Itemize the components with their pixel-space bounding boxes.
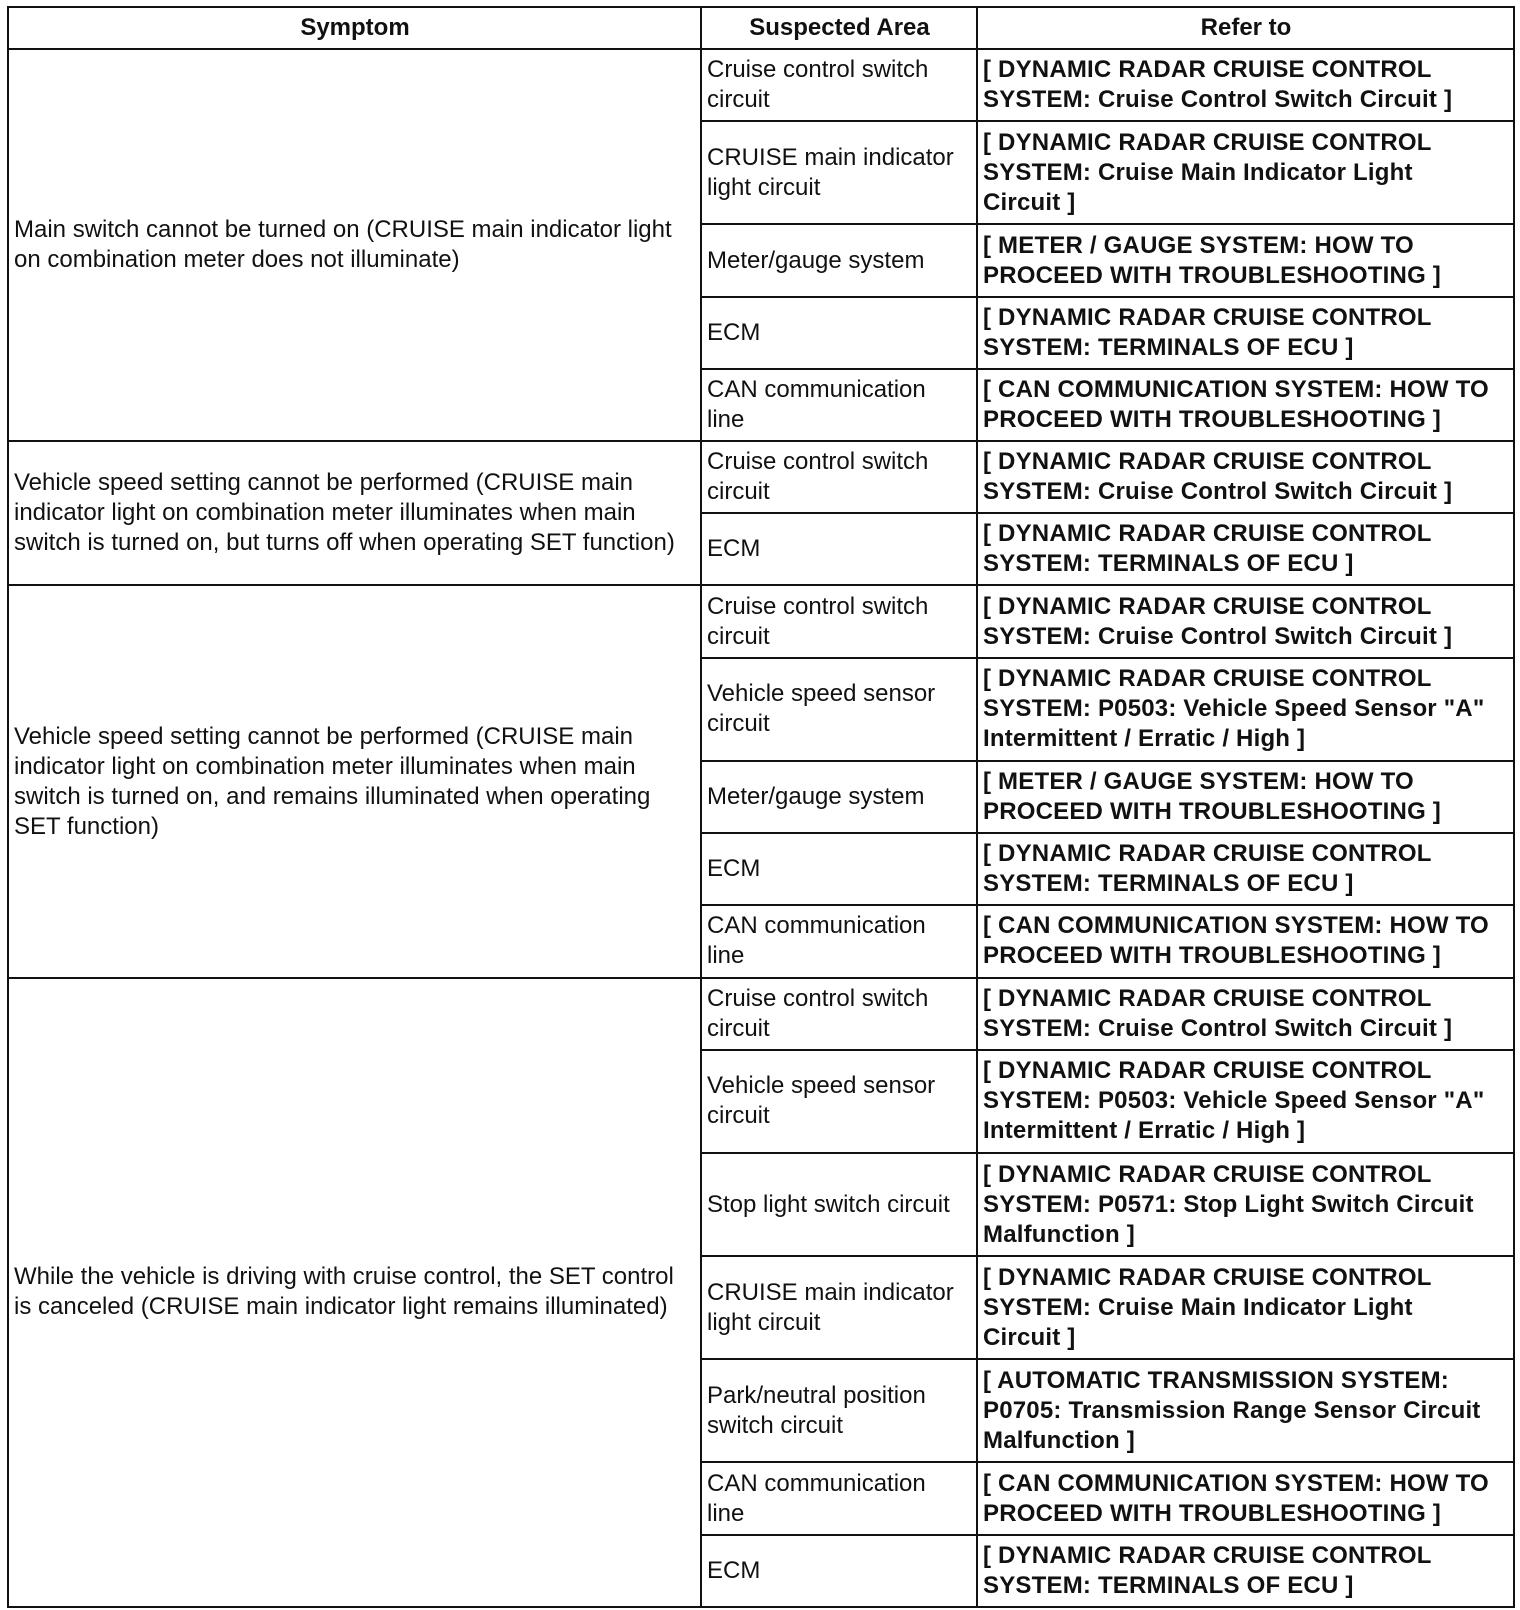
troubleshooting-table (7, 6, 1515, 1608)
refer-to-link[interactable]: [ DYNAMIC RADAR CRUISE CONTROL (983, 1541, 1432, 1569)
suspected-area-line: Cruise control switch (707, 984, 929, 1012)
suspected-area-line: CAN communication (707, 912, 926, 940)
refer-to-link[interactable]: Intermittent / Erratic / High ] (983, 725, 1306, 753)
refer-to-cell (977, 1462, 1514, 1534)
suspected-area-line: ECM (707, 318, 761, 346)
refer-to-cell (977, 1359, 1514, 1462)
suspected-area-cell (701, 121, 977, 224)
suspected-area-line: line (707, 1499, 745, 1527)
header-symptom: Symptom (8, 7, 701, 49)
refer-to-link[interactable]: SYSTEM: TERMINALS OF ECU ] (983, 1571, 1354, 1599)
refer-to-link[interactable]: SYSTEM: Cruise Main Indicator Light (983, 158, 1413, 186)
suspected-area-line: CRUISE main indicator (707, 143, 954, 171)
suspected-area-line: ECM (707, 855, 761, 883)
refer-to-link[interactable]: [ DYNAMIC RADAR CRUISE CONTROL (983, 1160, 1432, 1188)
symptom-cell: Main switch cannot be turned on (CRUISE main indicator light on combination meter does not illuminate) (8, 49, 701, 441)
refer-to-link[interactable]: Circuit ] (983, 1323, 1076, 1351)
suspected-area-cell (701, 1050, 977, 1153)
suspected-area-line: CAN communication (707, 375, 926, 403)
refer-to-link[interactable]: PROCEED WITH TROUBLESHOOTING ] (983, 405, 1441, 433)
refer-to-link[interactable]: SYSTEM: TERMINALS OF ECU ] (983, 550, 1354, 578)
refer-to-link[interactable]: [ DYNAMIC RADAR CRUISE CONTROL (983, 665, 1432, 693)
suspected-area-line: Cruise control switch (707, 448, 929, 476)
suspected-area-line: Park/neutral position (707, 1381, 926, 1409)
refer-to-cell (977, 224, 1514, 296)
refer-to-link[interactable]: [ DYNAMIC RADAR CRUISE CONTROL (983, 303, 1432, 331)
refer-to-link[interactable]: SYSTEM: TERMINALS OF ECU ] (983, 333, 1354, 361)
suspected-area-line: Meter/gauge system (707, 782, 925, 810)
symptom-cell: Vehicle speed setting cannot be performed (CRUISE main indicator light on combination meter illuminates when main switch is turned on, and remains illuminated when operating SET function) (8, 585, 701, 977)
refer-to-link[interactable]: P0705: Transmission Range Sensor Circuit (983, 1396, 1481, 1424)
refer-to-cell (977, 369, 1514, 441)
refer-to-link[interactable]: PROCEED WITH TROUBLESHOOTING ] (983, 942, 1441, 970)
refer-to-link[interactable]: [ DYNAMIC RADAR CRUISE CONTROL (983, 984, 1432, 1012)
suspected-area-line: light circuit (707, 173, 821, 201)
refer-to-cell (977, 761, 1514, 833)
suspected-area-line: circuit (707, 86, 770, 114)
refer-to-cell (977, 121, 1514, 224)
refer-to-cell (977, 513, 1514, 585)
refer-to-cell (977, 833, 1514, 905)
suspected-area-line: CRUISE main indicator (707, 1278, 954, 1306)
refer-to-link[interactable]: SYSTEM: Cruise Control Switch Circuit ] (983, 1014, 1453, 1042)
suspected-area-line: switch circuit (707, 1411, 844, 1439)
suspected-area-line: circuit (707, 622, 770, 650)
refer-to-cell (977, 441, 1514, 513)
suspected-area-line: Cruise control switch (707, 592, 929, 620)
suspected-area-line: Cruise control switch (707, 56, 929, 84)
symptom-cell: While the vehicle is driving with cruise control, the SET control is canceled (CRUISE main indicator light remains illuminated) (8, 978, 701, 1607)
suspected-area-line: circuit (707, 710, 770, 738)
refer-to-cell (977, 49, 1514, 121)
header-row (8, 7, 1514, 49)
suspected-area-line: ECM (707, 535, 761, 563)
refer-to-link[interactable]: SYSTEM: Cruise Control Switch Circuit ] (983, 478, 1453, 506)
refer-to-link[interactable]: SYSTEM: Cruise Control Switch Circuit ] (983, 86, 1453, 114)
suspected-area-line: Vehicle speed sensor (707, 1072, 936, 1100)
suspected-area-cell (701, 297, 977, 369)
table-body (8, 49, 1514, 1607)
table-row (8, 585, 1514, 657)
refer-to-link[interactable]: SYSTEM: TERMINALS OF ECU ] (983, 870, 1354, 898)
refer-to-link[interactable]: [ CAN COMMUNICATION SYSTEM: HOW TO (983, 912, 1489, 940)
refer-to-link[interactable]: [ METER / GAUGE SYSTEM: HOW TO (983, 767, 1414, 795)
suspected-area-cell (701, 761, 977, 833)
refer-to-link[interactable]: [ DYNAMIC RADAR CRUISE CONTROL (983, 448, 1432, 476)
suspected-area-line: circuit (707, 478, 770, 506)
suspected-area-line: Meter/gauge system (707, 246, 925, 274)
refer-to-link[interactable]: Malfunction ] (983, 1426, 1135, 1454)
refer-to-link[interactable]: SYSTEM: P0571: Stop Light Switch Circuit (983, 1190, 1474, 1218)
refer-to-link[interactable]: SYSTEM: Cruise Main Indicator Light (983, 1293, 1413, 1321)
refer-to-link[interactable]: PROCEED WITH TROUBLESHOOTING ] (983, 261, 1441, 289)
refer-to-link[interactable]: [ DYNAMIC RADAR CRUISE CONTROL (983, 128, 1432, 156)
table-row (8, 49, 1514, 121)
suspected-area-cell (701, 1256, 977, 1359)
suspected-area-line: CAN communication (707, 1469, 926, 1497)
suspected-area-cell (701, 1462, 977, 1534)
suspected-area-line: light circuit (707, 1308, 821, 1336)
refer-to-cell (977, 1256, 1514, 1359)
refer-to-link[interactable]: SYSTEM: Cruise Control Switch Circuit ] (983, 622, 1453, 650)
refer-to-link[interactable]: [ AUTOMATIC TRANSMISSION SYSTEM: (983, 1366, 1449, 1394)
refer-to-link[interactable]: [ DYNAMIC RADAR CRUISE CONTROL (983, 1057, 1432, 1085)
refer-to-link[interactable]: Malfunction ] (983, 1220, 1135, 1248)
suspected-area-line: Stop light switch circuit (707, 1190, 950, 1218)
refer-to-cell (977, 905, 1514, 977)
suspected-area-line: circuit (707, 1102, 770, 1130)
suspected-area-cell (701, 1359, 977, 1462)
suspected-area-line: circuit (707, 1014, 770, 1042)
suspected-area-cell (701, 224, 977, 296)
suspected-area-cell (701, 513, 977, 585)
refer-to-link[interactable]: [ DYNAMIC RADAR CRUISE CONTROL (983, 520, 1432, 548)
refer-to-cell (977, 978, 1514, 1050)
suspected-area-cell (701, 441, 977, 513)
refer-to-link[interactable]: Circuit ] (983, 188, 1076, 216)
refer-to-link[interactable]: SYSTEM: P0503: Vehicle Speed Sensor "A" (983, 695, 1485, 723)
table-row (8, 441, 1514, 513)
header-refer-to: Refer to (977, 7, 1514, 49)
refer-to-cell (977, 1050, 1514, 1153)
table-row (8, 978, 1514, 1050)
refer-to-cell (977, 1153, 1514, 1256)
suspected-area-line: ECM (707, 1556, 761, 1584)
refer-to-cell (977, 585, 1514, 657)
refer-to-cell (977, 297, 1514, 369)
suspected-area-cell (701, 369, 977, 441)
header-suspected-area: Suspected Area (701, 7, 977, 49)
suspected-area-line: line (707, 405, 745, 433)
refer-to-link[interactable]: [ CAN COMMUNICATION SYSTEM: HOW TO (983, 375, 1489, 403)
refer-to-link[interactable]: PROCEED WITH TROUBLESHOOTING ] (983, 1499, 1441, 1527)
suspected-area-cell (701, 658, 977, 761)
suspected-area-line: line (707, 942, 745, 970)
refer-to-link[interactable]: SYSTEM: P0503: Vehicle Speed Sensor "A" (983, 1087, 1485, 1115)
suspected-area-cell (701, 833, 977, 905)
refer-to-cell (977, 1535, 1514, 1607)
symptom-cell: Vehicle speed setting cannot be performed (CRUISE main indicator light on combination meter illuminates when main switch is turned on, but turns off when operating SET function) (8, 441, 701, 585)
suspected-area-cell (701, 978, 977, 1050)
refer-to-link[interactable]: Intermittent / Erratic / High ] (983, 1117, 1306, 1145)
refer-to-link[interactable]: [ DYNAMIC RADAR CRUISE CONTROL (983, 592, 1432, 620)
refer-to-link[interactable]: [ METER / GAUGE SYSTEM: HOW TO (983, 231, 1414, 259)
refer-to-link[interactable]: [ CAN COMMUNICATION SYSTEM: HOW TO (983, 1469, 1489, 1497)
suspected-area-cell (701, 1535, 977, 1607)
refer-to-cell (977, 658, 1514, 761)
suspected-area-cell (701, 1153, 977, 1256)
refer-to-link[interactable]: [ DYNAMIC RADAR CRUISE CONTROL (983, 1263, 1432, 1291)
refer-to-link[interactable]: [ DYNAMIC RADAR CRUISE CONTROL (983, 56, 1432, 84)
suspected-area-cell (701, 49, 977, 121)
suspected-area-cell (701, 905, 977, 977)
suspected-area-cell (701, 585, 977, 657)
suspected-area-line: Vehicle speed sensor (707, 680, 936, 708)
refer-to-link[interactable]: PROCEED WITH TROUBLESHOOTING ] (983, 797, 1441, 825)
refer-to-link[interactable]: [ DYNAMIC RADAR CRUISE CONTROL (983, 840, 1432, 868)
